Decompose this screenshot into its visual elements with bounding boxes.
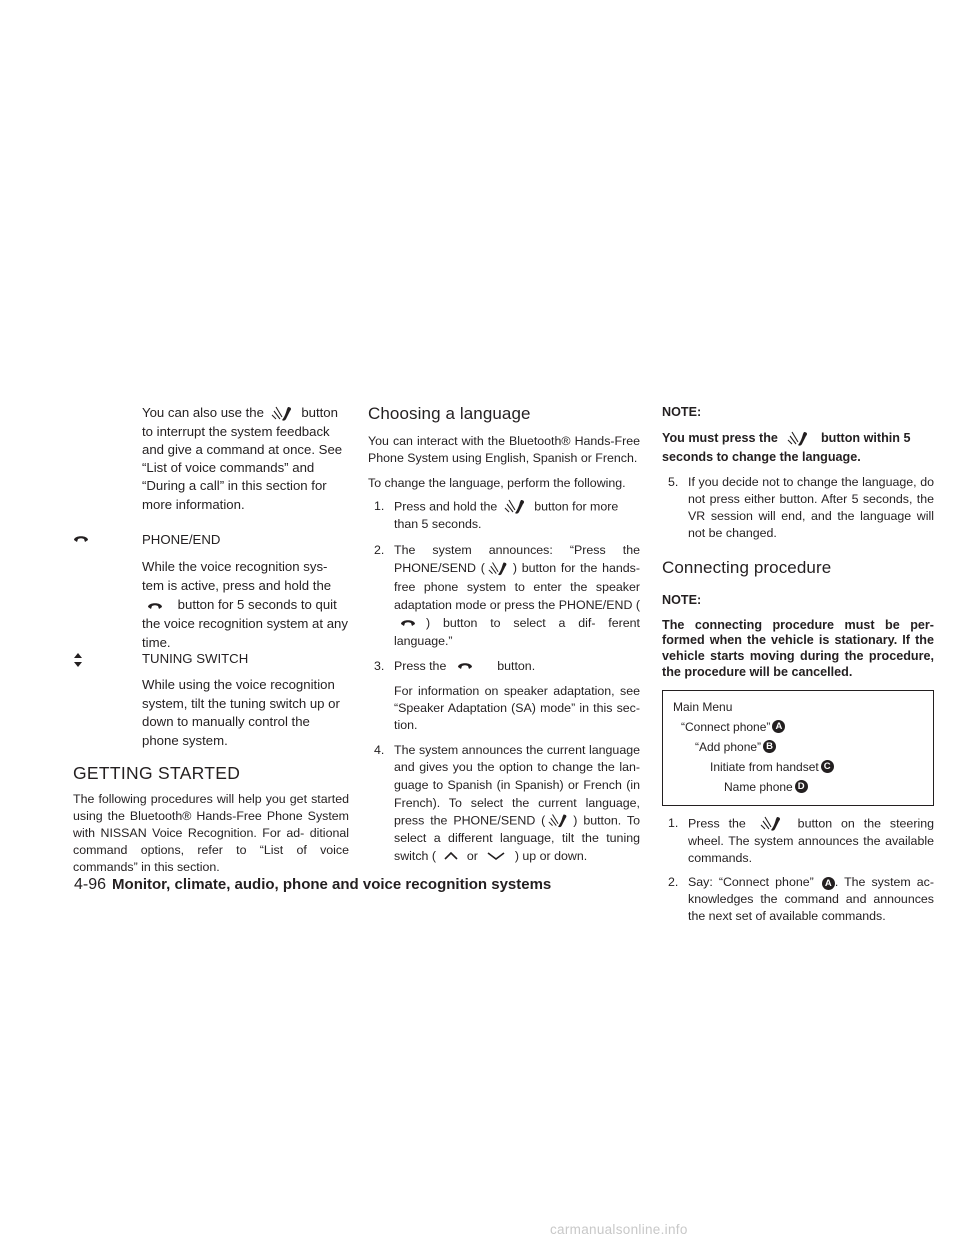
menu-item: “Connect phone” A xyxy=(673,717,923,737)
choosing-language-heading: Choosing a language xyxy=(368,404,531,423)
page-number: 4-96 xyxy=(74,876,107,893)
note-label: NOTE: xyxy=(662,592,702,607)
talk-button-icon xyxy=(487,560,511,578)
step-item: 4. The system announces the current language and gives you the option to change the lan- guage to Spanish (in Spanish) or French (in French). To select the current language, press the PHONE/SEND ( ) button. To select a different language, tilt the tuning switch ( or ) up or down. xyxy=(374,742,640,863)
language-steps-continued xyxy=(662,474,934,542)
step-item: 1. Press and hold the button for more than 5 seconds. xyxy=(374,499,619,531)
phone-end-icon xyxy=(452,660,492,672)
choosing-language-intro: You can interact with the Bluetooth® Hands-Free Phone System using English, Spanish or French. xyxy=(368,434,640,465)
callout-badge: D xyxy=(795,780,808,793)
getting-started-heading: GETTING STARTED xyxy=(73,763,241,783)
tuning-switch-desc: While using the voice recognition system, tilt the tuning switch up or down to manually control the phone system. xyxy=(142,677,340,748)
menu-item: “Add phone” B xyxy=(673,737,923,757)
talk-button-icon xyxy=(783,430,815,448)
menu-item: Name phone D xyxy=(673,777,923,797)
phone-end-title: PHONE/END xyxy=(142,532,221,547)
getting-started-body: The following procedures will help you get started using the Bluetooth® Hands-Free Phone System with NISSAN Voice Recognition. For ad- ditional command options, refer to “List of voice commands” in this section. xyxy=(73,792,349,874)
step-item: 3. Press the button. For information on speaker adaptation, see “Speaker Adaptation (SA) mode” in this sec- tion. xyxy=(374,658,640,732)
intro-paragraph: You can also use the button to interrupt the system feedback and give a command at once. See “List of voice commands” and “During a call” in this section for more information. xyxy=(142,405,343,512)
tuning-switch-item xyxy=(73,650,349,750)
note-text: The connecting procedure must be per- formed when the vehicle is stationary. If the vehicle starts moving during the procedure, the procedure will be cancelled. xyxy=(662,617,934,680)
talk-button-icon xyxy=(547,812,571,830)
step-item: 2. The system announces: “Press the PHONE/SEND ( ) button for the hands-free phone system to enter the speaker adaptation mode or press the PHONE/END () button to select a dif- ferent language.” xyxy=(374,543,641,648)
step-item: 1. Press the button on the steering wheel. The system announces the available commands. xyxy=(668,815,934,865)
callout-badge: A xyxy=(822,877,835,890)
connecting-procedure-heading: Connecting procedure xyxy=(662,557,832,577)
column-middle xyxy=(368,404,640,865)
callout-badge: A xyxy=(772,720,785,733)
phone-end-icon xyxy=(144,600,172,612)
phone-end-desc: While the voice recognition sys- tem is active, press and hold the button for 5 seconds to quit the voice recognition system at any time. xyxy=(142,559,348,650)
callout-badge: B xyxy=(763,740,776,753)
language-steps xyxy=(368,498,640,865)
column-right xyxy=(662,404,934,925)
column-left xyxy=(73,404,349,876)
phone-end-item xyxy=(73,531,349,652)
voice-menu-tree xyxy=(662,690,934,806)
choosing-language-instruction: To change the language, perform the following. xyxy=(368,476,626,490)
connecting-steps xyxy=(662,815,934,925)
up-down-arrows-icon xyxy=(73,652,83,668)
chapter-title: Monitor, climate, audio, phone and voice recognition systems xyxy=(112,876,552,893)
note-text: You must press the button within 5 seconds to change the language. xyxy=(662,431,911,464)
talk-button-icon xyxy=(503,498,529,516)
note-label: NOTE: xyxy=(662,405,702,419)
step-item: 5. If you decide not to change the language, do not press either button. After 5 seconds, the VR session will end, and the language will not be changed. xyxy=(668,474,934,540)
callout-badge: C xyxy=(821,760,834,773)
page-footer xyxy=(74,876,551,894)
talk-button-icon xyxy=(757,815,787,833)
menu-title: Main Menu xyxy=(673,699,733,714)
tilt-down-icon xyxy=(483,850,509,862)
step-item: 2. Say: “Connect phone” A . The system ac- knowledges the command and announces the next set of available commands. xyxy=(668,874,934,923)
menu-item: Initiate from handset C xyxy=(673,757,923,777)
phone-end-icon xyxy=(73,533,89,545)
watermark: carmanualsonline.info xyxy=(550,1222,688,1237)
tilt-up-icon xyxy=(441,850,461,862)
talk-button-icon xyxy=(270,405,296,423)
phone-end-icon xyxy=(396,617,424,629)
tuning-switch-title: TUNING SWITCH xyxy=(142,651,249,666)
